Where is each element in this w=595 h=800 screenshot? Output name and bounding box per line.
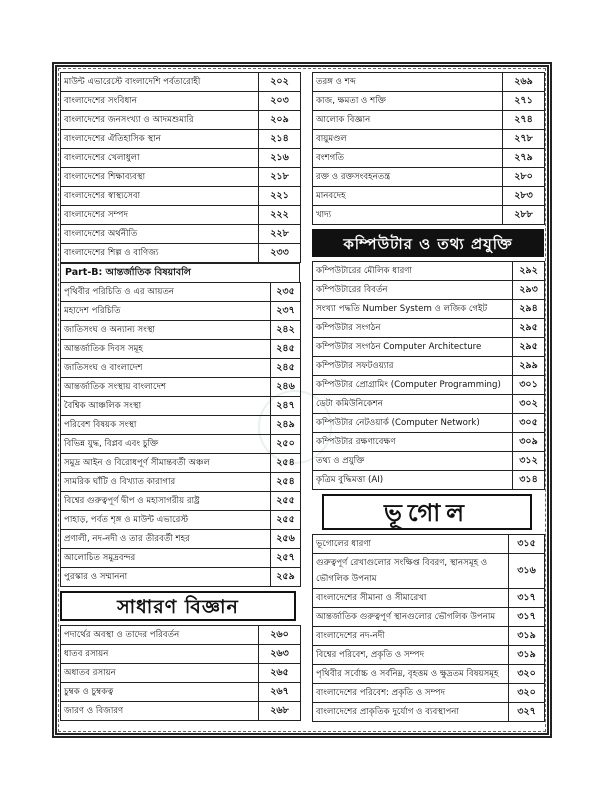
toc-table-computer [312,261,545,490]
toc-entry-title: পাহাড়, পর্বত শৃঙ্গ ও মাউন্ট এভারেস্ট [61,511,271,530]
toc-row [313,357,545,376]
toc-entry-title: জাতিসংঘ ও অন্যান্য সংস্থা [61,321,271,340]
toc-entry-page: ২৪৭ [271,397,301,416]
toc-row [313,338,545,357]
toc-row [61,626,301,645]
toc-entry-title: পদার্থের অবস্থা ও তাদের পরিবর্তন [61,626,259,645]
toc-row [313,206,545,225]
toc-row [313,414,545,433]
toc-entry-page: ২১৮ [259,168,301,187]
toc-row [313,319,545,338]
toc-row [61,340,301,359]
toc-entry-title: কম্পিউটার সংগঠন Computer Architecture [313,338,513,357]
toc-row [313,684,545,703]
toc-entry-page: ২৪৯ [271,416,301,435]
toc-entry-page: ২৯৪ [513,300,545,319]
right-column [312,72,544,722]
toc-entry-title: পরিবেশ বিষয়ক সংস্থা [61,416,271,435]
toc-row [61,206,301,225]
toc-row [313,281,545,300]
toc-table-science-cont [312,72,545,225]
toc-entry-title: মহাদেশ পরিচিতি [61,302,271,321]
toc-entry-title: রক্ত ও রক্তসংবহনতন্ত্র [313,168,503,187]
toc-entry-title: কাজ, ক্ষমতা ও শক্তি [313,92,503,111]
toc-table-science [60,625,301,721]
toc-row [61,702,301,721]
toc-entry-title: তরঙ্গ ও শব্দ [313,73,503,92]
toc-entry-page: ২৪৫ [271,340,301,359]
toc-entry-page: ২৭৪ [503,111,545,130]
toc-entry-title: বাংলাদেশের প্রাকৃতিক দুর্যোগ ও ব্যবস্থাপনা [313,703,509,722]
toc-row [61,149,301,168]
toc-entry-page: ৩০২ [513,395,545,414]
toc-entry-page: ২১৬ [259,149,301,168]
toc-entry-title: জাতিসংঘ ও বাংলাদেশ [61,359,271,378]
toc-entry-page: ২৫৫ [271,492,301,511]
toc-row [61,549,301,568]
toc-entry-page: ২৮৩ [503,187,545,206]
toc-entry-title: সমুদ্র আইন ও বিরোধপূর্ণ সীমান্তবর্তী অঞ্চল [61,454,271,473]
toc-entry-page: ২৭৯ [503,149,545,168]
toc-row [61,454,301,473]
toc-entry-page: ৩০১ [513,376,545,395]
toc-entry-page: ২৬০ [259,626,301,645]
toc-entry-title: বিভিন্ন যুদ্ধ, বিপ্লব এবং চুক্তি [61,435,271,454]
toc-row [61,359,301,378]
toc-row [313,554,545,589]
toc-entry-page: ৩০৯ [513,433,545,452]
toc-entry-page: ২৫৯ [271,568,301,587]
toc-entry-title: গুরুত্বপূর্ণ রেখাগুলোর সংক্ষিপ্ত বিবরণ, স্থানসমূহ ও ভৌগলিক উপনাম [313,554,509,589]
toc-entry-title: তথ্য ও প্রযুক্তি [313,452,513,471]
toc-entry-title: কম্পিউটার নেটওয়ার্ক (Computer Network) [313,414,513,433]
toc-row [61,378,301,397]
toc-entry-page: ৩১৯ [509,627,545,646]
toc-entry-page: ২১৪ [259,130,301,149]
toc-entry-title: প্রণালী, নদ-নদী ও তার তীরবর্তী শহর [61,530,271,549]
toc-row [313,535,545,554]
toc-entry-title: আন্তর্জাতিক দিবস সমূহ [61,340,271,359]
toc-entry-page: ৩২০ [509,665,545,684]
toc-entry-title: বাংলাদেশের নদ-নদী [313,627,509,646]
toc-entry-page: ২৬৭ [259,683,301,702]
toc-row [61,435,301,454]
toc-row [313,262,545,281]
toc-entry-page: ৩১৪ [513,471,545,490]
section-banner-computer-ict: কম্পিউটার ও তথ্য প্রযুক্তি [312,229,544,257]
toc-row [313,300,545,319]
toc-entry-page: ২৬৩ [259,645,301,664]
toc-entry-page: ২৫৬ [271,530,301,549]
toc-entry-title: ভূগোলের ধারণা [313,535,509,554]
toc-entry-page: ২৩৫ [271,283,301,302]
toc-row [61,130,301,149]
toc-row [313,92,545,111]
toc-entry-page: ২০২ [259,73,301,92]
toc-entry-page: ৩১৫ [509,535,545,554]
toc-row [61,187,301,206]
toc-row [61,492,301,511]
toc-entry-title: বাংলাদেশের সম্পদ [61,206,259,225]
toc-entry-page: ২৫৭ [271,549,301,568]
toc-entry-title: সংখ্যা পদ্ধতি Number System ও লজিক গেইট [313,300,513,319]
toc-entry-page: ২৩৩ [259,244,301,263]
toc-entry-page: ২২৮ [259,225,301,244]
toc-entry-title: মানবদেহ [313,187,503,206]
toc-entry-title: বাংলাদেশের জনসংখ্যা ও আদমশুমারি [61,111,259,130]
toc-entry-title: আন্তর্জাতিক গুরুত্বপূর্ণ স্থানগুলোর ভৌগলিক উপনাম [313,608,509,627]
toc-entry-page: ২৩৭ [271,302,301,321]
toc-row [313,149,545,168]
toc-entry-title: বাংলাদেশের পরিবেশ: প্রকৃতি ও সম্পদ [313,684,509,703]
toc-entry-page: ৩১২ [513,452,545,471]
toc-entry-page: ২৬৮ [259,702,301,721]
toc-row [61,511,301,530]
toc-entry-page: ২০৯ [259,111,301,130]
toc-entry-title: বিশ্বের গুরুত্বপূর্ণ দ্বীপ ও মহাসাগরীয় রাষ্ট্র [61,492,271,511]
toc-entry-title: বায়ুমণ্ডল [313,130,503,149]
toc-row [313,608,545,627]
toc-entry-title: পৃথিবীর পরিচিতি ও এর আয়তন [61,283,271,302]
left-column [60,72,300,721]
part-b-heading: Part-B: আন্তর্জাতিক বিষয়াবলি [60,263,300,282]
toc-entry-title: বাংলাদেশের শিক্ষাব্যবস্থা [61,168,259,187]
toc-entry-page: ২৯২ [513,262,545,281]
toc-entry-page: ২৯৫ [513,319,545,338]
toc-table-international [60,282,301,587]
toc-table-geography [312,534,545,722]
toc-row [313,376,545,395]
toc-row [61,283,301,302]
toc-entry-title: বাংলাদেশের শিল্প ও বাণিজ্য [61,244,259,263]
toc-row [61,302,301,321]
toc-row [61,168,301,187]
toc-entry-page: ২৮০ [503,168,545,187]
toc-entry-page: ২৬৫ [259,664,301,683]
toc-row [61,397,301,416]
toc-entry-title: কম্পিউটারের বিবর্তন [313,281,513,300]
toc-entry-title: বাংলাদেশের সংবিধান [61,92,259,111]
toc-entry-page: ২৫০ [271,435,301,454]
toc-entry-title: বিশ্বের পরিবেশ, প্রকৃতি ও সম্পদ [313,646,509,665]
toc-row [313,395,545,414]
toc-entry-page: ২০৩ [259,92,301,111]
toc-entry-page: ২৮৮ [503,206,545,225]
toc-entry-page: ৩১৭ [509,608,545,627]
toc-row [61,473,301,492]
section-banner-general-science: সাধারণ বিজ্ঞান [60,591,296,621]
toc-entry-title: পুরস্কার ও সম্মাননা [61,568,271,587]
toc-entry-page: ২৫৪ [271,454,301,473]
toc-entry-page: ৩১৬ [509,554,545,589]
toc-row [313,168,545,187]
toc-row [61,225,301,244]
toc-row [313,187,545,206]
toc-entry-title: আন্তর্জাতিক সংস্থায় বাংলাদেশ [61,378,271,397]
toc-row [61,321,301,340]
toc-row [61,530,301,549]
toc-entry-title: পৃথিবীর সর্বোচ্চ ও সর্বনিম্ন, বৃহত্তম ও ক্ষুদ্রতম বিষয়সমূহ [313,665,509,684]
toc-row [313,589,545,608]
toc-entry-page: ২২১ [259,187,301,206]
toc-entry-title: খাদ্য [313,206,503,225]
toc-row [61,645,301,664]
toc-entry-page: ৩২৭ [509,703,545,722]
toc-entry-page: ২৯৫ [513,338,545,357]
toc-entry-title: বাংলাদেশের স্বাস্থ্যসেবা [61,187,259,206]
toc-entry-title: চুম্বক ও চুম্বকত্ব [61,683,259,702]
toc-entry-page: ২৪৬ [271,378,301,397]
toc-entry-title: আলোচিত সমুদ্রবন্দর [61,549,271,568]
toc-entry-title: বাংলাদেশের ঐতিহাসিক স্থান [61,130,259,149]
toc-row [313,665,545,684]
toc-entry-title: বাংলাদেশের অর্থনীতি [61,225,259,244]
toc-row [61,683,301,702]
toc-entry-page: ৩১৭ [509,589,545,608]
toc-entry-title: বাংলাদেশের খেলাধুলা [61,149,259,168]
toc-entry-page: ২৫৪ [271,473,301,492]
toc-entry-title: জারণ ও বিজারণ [61,702,259,721]
toc-entry-page: ২২২ [259,206,301,225]
toc-entry-page: ২৯৩ [513,281,545,300]
toc-row [313,703,545,722]
toc-row [61,568,301,587]
toc-row [313,471,545,490]
toc-row [313,111,545,130]
toc-row [313,130,545,149]
toc-entry-page: ২৫৫ [271,511,301,530]
toc-entry-title: বংশগতি [313,149,503,168]
toc-row [61,416,301,435]
toc-row [313,627,545,646]
toc-entry-page: ৩০৫ [513,414,545,433]
toc-entry-title: অধাতব রসায়ন [61,664,259,683]
toc-entry-title: কৃত্রিম বুদ্ধিমত্তা (AI) [313,471,513,490]
toc-entry-title: কম্পিউটার প্রোগ্রামিং (Computer Programming) [313,376,513,395]
toc-entry-page: ২৭৮ [503,130,545,149]
toc-entry-title: কম্পিউটারের মৌলিক ধারণা [313,262,513,281]
toc-row [313,73,545,92]
toc-entry-title: মাউন্ট এভারেস্টে বাংলাদেশি পর্বতারোহী [61,73,259,92]
toc-row [313,646,545,665]
toc-entry-title: ধাতব রসায়ন [61,645,259,664]
toc-entry-title: বাংলাদেশের সীমানা ও সীমারেখা [313,589,509,608]
toc-entry-title: কম্পিউটার রক্ষণাবেক্ষণ [313,433,513,452]
toc-entry-title: কম্পিউটার সফটওয়্যার [313,357,513,376]
toc-entry-title: ডেটা কমিউনিকেশন [313,395,513,414]
section-banner-geography: ভূগোল [322,494,532,530]
toc-row [61,664,301,683]
toc-entry-title: সামরিক ঘাঁটি ও বিখ্যাত কারাগার [61,473,271,492]
toc-entry-page: ৩২০ [509,684,545,703]
toc-entry-page: ২৯৯ [513,357,545,376]
toc-table-bangladesh [60,72,301,263]
toc-entry-title: আলোক বিজ্ঞান [313,111,503,130]
toc-row [61,111,301,130]
toc-row [61,73,301,92]
toc-row [61,92,301,111]
toc-row [313,433,545,452]
toc-entry-page: ২৪৫ [271,359,301,378]
toc-entry-title: বৈশ্বিক আঞ্চলিক সংস্থা [61,397,271,416]
toc-row [313,452,545,471]
toc-entry-page: ২৬৯ [503,73,545,92]
toc-entry-title: কম্পিউটার সংগঠন [313,319,513,338]
toc-row [61,244,301,263]
toc-entry-page: ৩১৯ [509,646,545,665]
toc-entry-page: ২৭১ [503,92,545,111]
toc-entry-page: ২৪২ [271,321,301,340]
